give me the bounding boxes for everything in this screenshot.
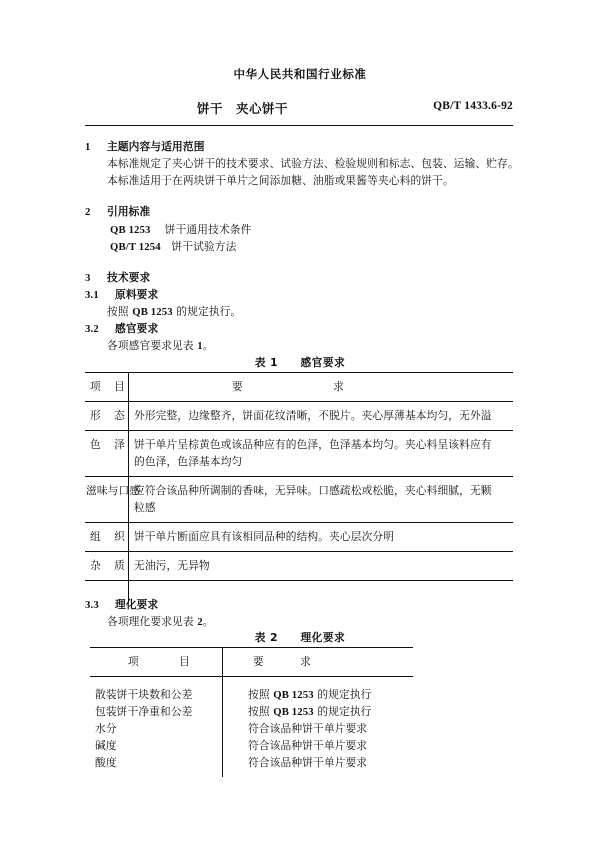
clause-1-heading — [85, 138, 205, 156]
reference-1-title: 饼干通用技术条件 — [164, 223, 252, 236]
table-2-caption: 表 2 理化要求 — [254, 631, 346, 644]
clause-3-1-title: 原料要求 — [115, 288, 159, 301]
clause-3-3-body-post: 。 — [202, 615, 214, 628]
clause-3-3-number: 3.3 — [85, 599, 99, 611]
table-2-row-1-requirement: 按照 QB 1253 的规定执行 — [248, 688, 372, 701]
table-2-row-4-item: 碱度 — [95, 739, 117, 752]
table-2-row-4-requirement: 符合该品种饼干单片要求 — [248, 739, 368, 752]
table-1-row-2-item: 色 泽 — [90, 438, 125, 451]
clause-3-2-body-post: 。 — [202, 339, 214, 352]
table-1-row-3-requirement-line-2: 粒感 — [134, 501, 156, 514]
clause-3-1-number: 3.1 — [85, 289, 99, 301]
clause-3-3-body-pre: 各项理化要求见表 — [107, 615, 198, 628]
clause-3-1-heading — [85, 286, 158, 304]
clause-2-heading — [85, 203, 150, 221]
table-1-rule-after-row-1 — [85, 430, 513, 431]
clause-3-2-body — [107, 337, 214, 355]
table-1-row-4-requirement: 饼干单片断面应具有该相同品种的结构。夹心层次分明 — [134, 530, 395, 543]
clause-3-3-body-code: 2 — [197, 616, 203, 628]
clause-3-1-body — [107, 303, 241, 321]
table-2-top-rule — [90, 647, 413, 648]
clause-3-1-body-code: QB 1253 — [132, 306, 173, 318]
table-1-bottom-rule — [85, 580, 513, 581]
clause-1-title: 主题内容与适用范围 — [107, 140, 205, 153]
clause-2-title: 引用标准 — [107, 205, 151, 218]
table-1-rule-after-row-4 — [85, 551, 513, 552]
clause-3-1-body-pre: 按照 — [107, 305, 133, 318]
table-1-caption: 表 1 感官要求 — [254, 356, 346, 369]
table-1-row-4-item: 组 织 — [90, 530, 125, 543]
clause-3-3-body — [107, 613, 214, 631]
table-1-header-rule — [85, 401, 513, 402]
title-row — [85, 99, 513, 117]
table-1-header-requirement: 要 求 — [232, 380, 344, 393]
table-1-row-3-requirement-line-1: 应符合该品种所调制的香味，无异味。口感疏松或松脆，夹心料细腻，无颗 — [134, 484, 492, 497]
table-2-column-divider — [222, 647, 223, 777]
table-2-row-2-requirement: 按照 QB 1253 的规定执行 — [248, 705, 372, 718]
header-divider — [85, 125, 513, 126]
table-2-row-3-requirement: 符合该品种饼干单片要求 — [248, 722, 368, 735]
table-2-row-2-item: 包装饼干净重和公差 — [95, 705, 193, 718]
table-2-header-item: 项 目 — [128, 655, 190, 668]
table-2-header-rule — [90, 676, 413, 677]
clause-1-paragraph-2: 本标准适用于在两块饼干单片之间添加糖、油脂或果酱等夹心料的饼干。 — [107, 174, 454, 187]
page-title: 饼干 夹心饼干 — [197, 101, 289, 116]
table-1-row-5-item: 杂 质 — [90, 559, 125, 572]
table-2-row-3-item: 水分 — [95, 722, 117, 735]
clause-3-3-heading — [85, 596, 158, 614]
table-1-header-item: 项 目 — [90, 380, 125, 393]
clause-3-2-heading — [85, 320, 158, 338]
clause-3-2-number: 3.2 — [85, 323, 99, 335]
clause-3-3-title: 理化要求 — [115, 598, 159, 611]
table-2-header-requirement: 要 求 — [253, 655, 311, 668]
clause-3-2-body-code: 1 — [197, 340, 203, 352]
standard-code: QB/T 1433.6-92 — [433, 100, 513, 112]
table-1-row-2-requirement-line-1: 饼干单片呈棕黄色或该品种应有的色泽，色泽基本均匀。夹心料呈该料应有 — [134, 438, 492, 451]
clause-3-heading — [85, 269, 150, 287]
standard-masthead: 中华人民共和国行业标准 — [233, 67, 367, 81]
clause-3-2-title: 感官要求 — [115, 322, 159, 335]
clause-3-2-body-pre: 各项感官要求见表 — [107, 339, 198, 352]
clause-3-1-body-post: 的规定执行。 — [172, 305, 242, 318]
table-1-row-1-item: 形 态 — [90, 409, 125, 422]
reference-item-1 — [110, 221, 251, 239]
table-1-row-2-requirement-line-2: 的色泽，色泽基本均匀 — [134, 455, 243, 468]
table-2-row-1-item: 散装饼干块数和公差 — [95, 688, 193, 701]
clause-3-title: 技术要求 — [107, 271, 151, 284]
reference-2-code: QB/T 1254 — [110, 241, 161, 253]
clause-1-number: 1 — [85, 141, 91, 153]
table-1-top-rule — [85, 372, 513, 373]
clause-2-number: 2 — [85, 206, 91, 218]
table-2-row-5-item: 酸度 — [95, 756, 117, 769]
table-1-rule-after-row-2 — [85, 476, 513, 477]
table-1-row-5-requirement: 无油污，无异物 — [134, 559, 210, 572]
reference-1-code: QB 1253 — [110, 224, 151, 236]
reference-item-2 — [110, 238, 236, 256]
table-1-row-3-item: 滋味与口感 — [86, 484, 141, 497]
table-2-row-5-requirement: 符合该品种饼干单片要求 — [248, 756, 368, 769]
table-1-row-1-requirement: 外形完整，边缘整齐，饼面花纹清晰，不脱片。夹心厚薄基本均匀，无外溢 — [134, 409, 492, 422]
clause-3-number: 3 — [85, 272, 91, 284]
table-1-rule-after-row-3 — [85, 522, 513, 523]
clause-1-paragraph-1: 本标准规定了夹心饼干的技术要求、试验方法、检验规则和标志、包装、运输、贮存。 — [107, 157, 519, 170]
reference-2-title: 饼干试验方法 — [171, 240, 237, 253]
